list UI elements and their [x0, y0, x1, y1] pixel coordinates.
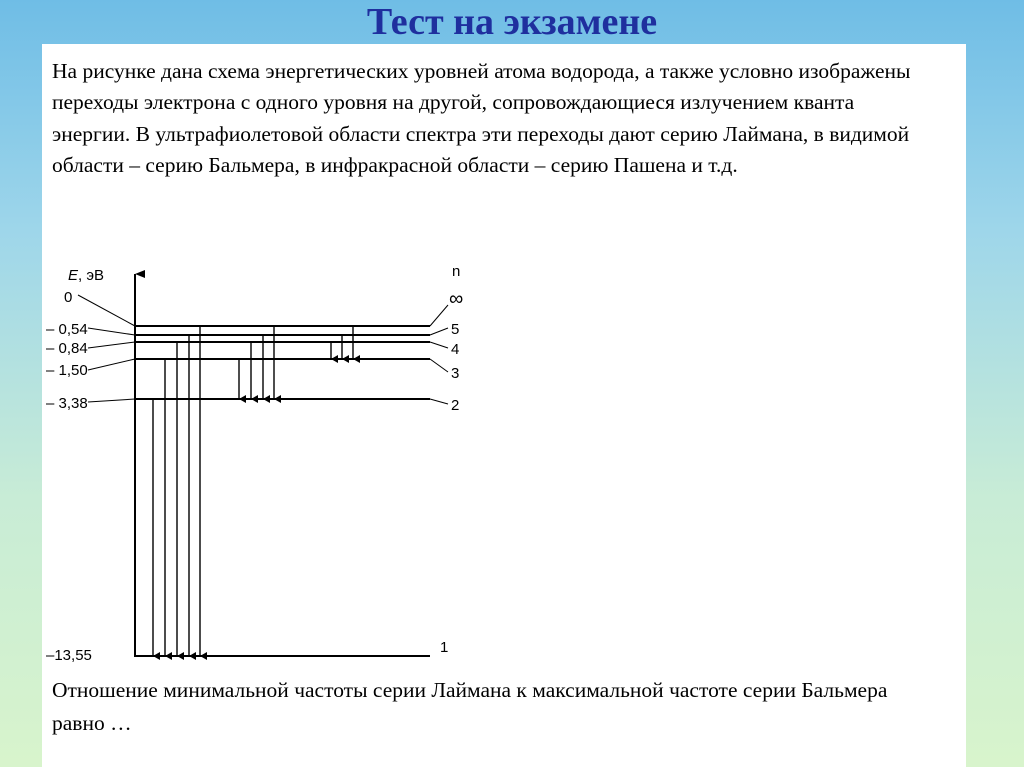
energy-level-diagram [42, 262, 482, 672]
n-label-5: 5 [451, 321, 460, 338]
balmer-series [239, 326, 274, 399]
axis-label-unit: , эВ [78, 267, 105, 284]
energy-label-4: – 0,84 [46, 340, 88, 357]
intro-text: На рисунке дана схема энергетических уровней атома водорода, а также условно изображены переходы электрона с одного уровня на другой, сопровождающиеся излучением кванта энергии. В ультрафиолетовой области спектра эти переходы дают серию Лаймана, в видимой области – серию Бальмера, в инфракрасной области – серию Пашена и т.д. [52, 59, 911, 177]
energy-label-5: – 0,54 [46, 321, 88, 338]
question-text: Отношение минимальной частоты серии Лаймана к максимальной частоте серии Бальмера равно … [52, 678, 888, 735]
n-label-inf: ∞ [449, 288, 464, 310]
n-label-4: 4 [451, 341, 460, 358]
n-label-1: 1 [440, 639, 449, 656]
lyman-series [153, 326, 200, 656]
n-label: n [452, 263, 461, 280]
energy-label-2: – 3,38 [46, 395, 88, 412]
energy-label-0: 0 [64, 289, 73, 306]
axis-label-symbol: E [68, 267, 79, 284]
energy-label-3: – 1,50 [46, 362, 88, 379]
n-label-2: 2 [451, 397, 460, 414]
energy-label-1: –13,55 [46, 647, 92, 664]
n-label-3: 3 [451, 365, 460, 382]
axis-label [68, 267, 104, 284]
slide-title: Тест на экзамене [366, 1, 658, 43]
